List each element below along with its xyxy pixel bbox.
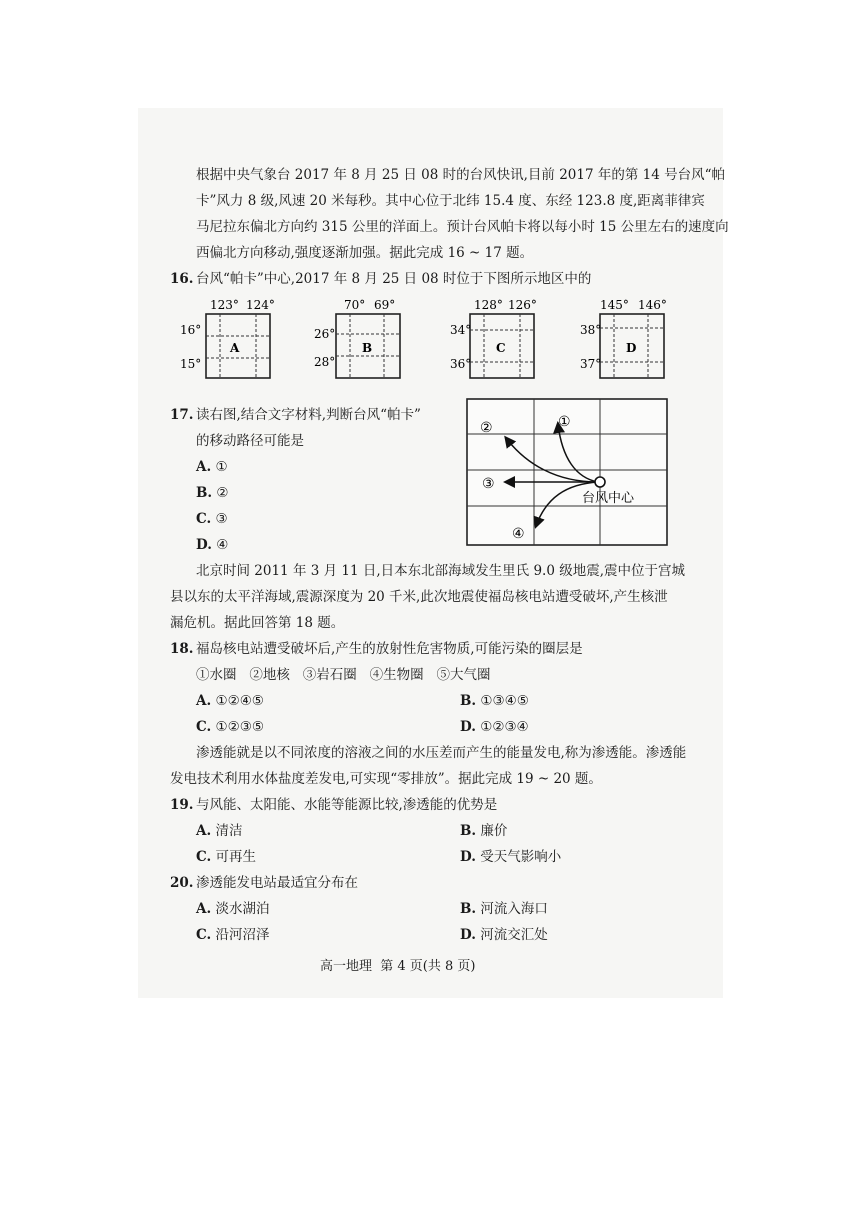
typhoon-center-marker [595,477,605,487]
path-label-3: ③ [482,476,495,492]
map-b-lat-bottom: 28° [314,355,336,369]
question-17-option-a: A. ① [196,459,228,475]
question-19-option-b: B. 廉价 [460,823,508,839]
question-18-items: ①水圈 ②地核 ③岩石圈 ④生物圈 ⑤大气圈 [196,667,491,683]
map-a-lon-right: 124° [246,298,275,312]
map-c-lon-left: 128° [474,298,503,312]
map-a-lat-bottom: 15° [180,357,202,371]
typhoon-center-label: 台风中心 [582,491,635,506]
typhoon-path-diagram [466,398,668,548]
map-d-letter: D [626,341,637,355]
map-a-lat-top: 16° [180,323,202,337]
map-d-lon-left: 145° [600,298,629,312]
map-d-lat-bottom: 37° [580,357,602,371]
question-17-number: 17. [170,407,194,423]
question-17-option-d: D. ④ [196,537,229,553]
question-17-line-1: 读右图,结合文字材料,判断台风“帕卡” [196,407,421,423]
question-18-text: 福岛核电站遭受破坏后,产生的放射性危害物质,可能污染的圈层是 [196,641,583,657]
question-19-option-c: C. 可再生 [196,849,257,865]
passage-2-line-1: 北京时间 2011 年 3 月 11 日,日本东北部海域发生里氏 9.0 级地震,震中位于宫城 [196,563,686,579]
map-c-lon-right: 126° [508,298,537,312]
question-17-line-2: 的移动路径可能是 [196,433,304,449]
question-18-option-a: A. ①②④⑤ [196,693,264,709]
path-label-4: ④ [512,526,525,542]
map-d [580,298,667,378]
question-20-option-b: B. 河流入海口 [460,901,548,917]
question-20-option-c: C. 沿河沼泽 [196,927,270,943]
map-d-lat-top: 38° [580,323,602,337]
question-20-number: 20. [170,875,194,891]
map-a-letter: A [230,341,240,355]
map-b-letter: B [362,341,373,355]
map-c [450,298,537,378]
question-20-text: 渗透能发电站最适宜分布在 [196,875,358,891]
map-b-lon-left: 70° [344,298,366,312]
map-a-lon-left: 123° [210,298,239,312]
question-17-option-c: C. ③ [196,511,228,527]
question-20-option-a: A. 淡水湖泊 [196,901,270,917]
map-b [314,298,400,378]
passage-3-line-2: 发电技术利用水体盐度差发电,可实现“零排放”。据此完成 19 ~ 20 题。 [170,771,602,787]
passage-1-line-3: 马尼拉东偏北方向约 315 公里的洋面上。预计台风帕卡将以每小时 15 公里左右的速度向 [196,219,729,235]
passage-1-line-2: 卡”风力 8 级,风速 20 米每秒。其中心位于北纬 15.4 度、东经 123.8 度,距离菲律宾 [196,193,705,209]
map-c-lat-top: 34° [450,323,472,337]
map-c-letter: C [496,341,506,355]
question-16-number: 16. [170,271,194,287]
question-18-option-b: B. ①③④⑤ [460,693,529,709]
path-label-1: ① [558,414,571,430]
question-16-maps [170,296,690,388]
map-c-lat-bottom: 36° [450,357,472,371]
question-18-number: 18. [170,641,194,657]
question-19-number: 19. [170,797,194,813]
question-16-text: 台风“帕卡”中心,2017 年 8 月 25 日 08 时位于下图所示地区中的 [196,271,592,287]
map-b-lon-right: 69° [374,298,396,312]
map-d-lon-right: 146° [638,298,667,312]
path-label-2: ② [480,420,493,436]
passage-1-line-4: 西偏北方向移动,强度逐渐加强。据此完成 16 ~ 17 题。 [196,245,534,261]
passage-1-line-1: 根据中央气象台 2017 年 8 月 25 日 08 时的台风快讯,目前 2017 年的第 14 号台风“帕 [196,167,726,183]
page-footer: 高一地理 第 4 页(共 8 页) [320,959,476,974]
question-19-option-a: A. 清洁 [196,823,243,839]
passage-3-line-1: 渗透能就是以不同浓度的溶液之间的水压差而产生的能量发电,称为渗透能。渗透能 [196,745,687,761]
passage-2-line-2: 县以东的太平洋海域,震源深度为 20 千米,此次地震使福岛核电站遭受破坏,产生核泄 [170,589,668,605]
question-18-option-d: D. ①②③④ [460,719,529,735]
question-18-option-c: C. ①②③⑤ [196,719,264,735]
question-17-option-b: B. ② [196,485,229,501]
map-b-lat-top: 26° [314,327,336,341]
question-19-text: 与风能、太阳能、水能等能源比较,渗透能的优势是 [196,797,498,813]
map-a [180,298,275,378]
question-20-option-d: D. 河流交汇处 [460,927,548,943]
question-19-option-d: D. 受天气影响小 [460,849,562,865]
passage-2-line-3: 漏危机。据此回答第 18 题。 [170,615,345,631]
